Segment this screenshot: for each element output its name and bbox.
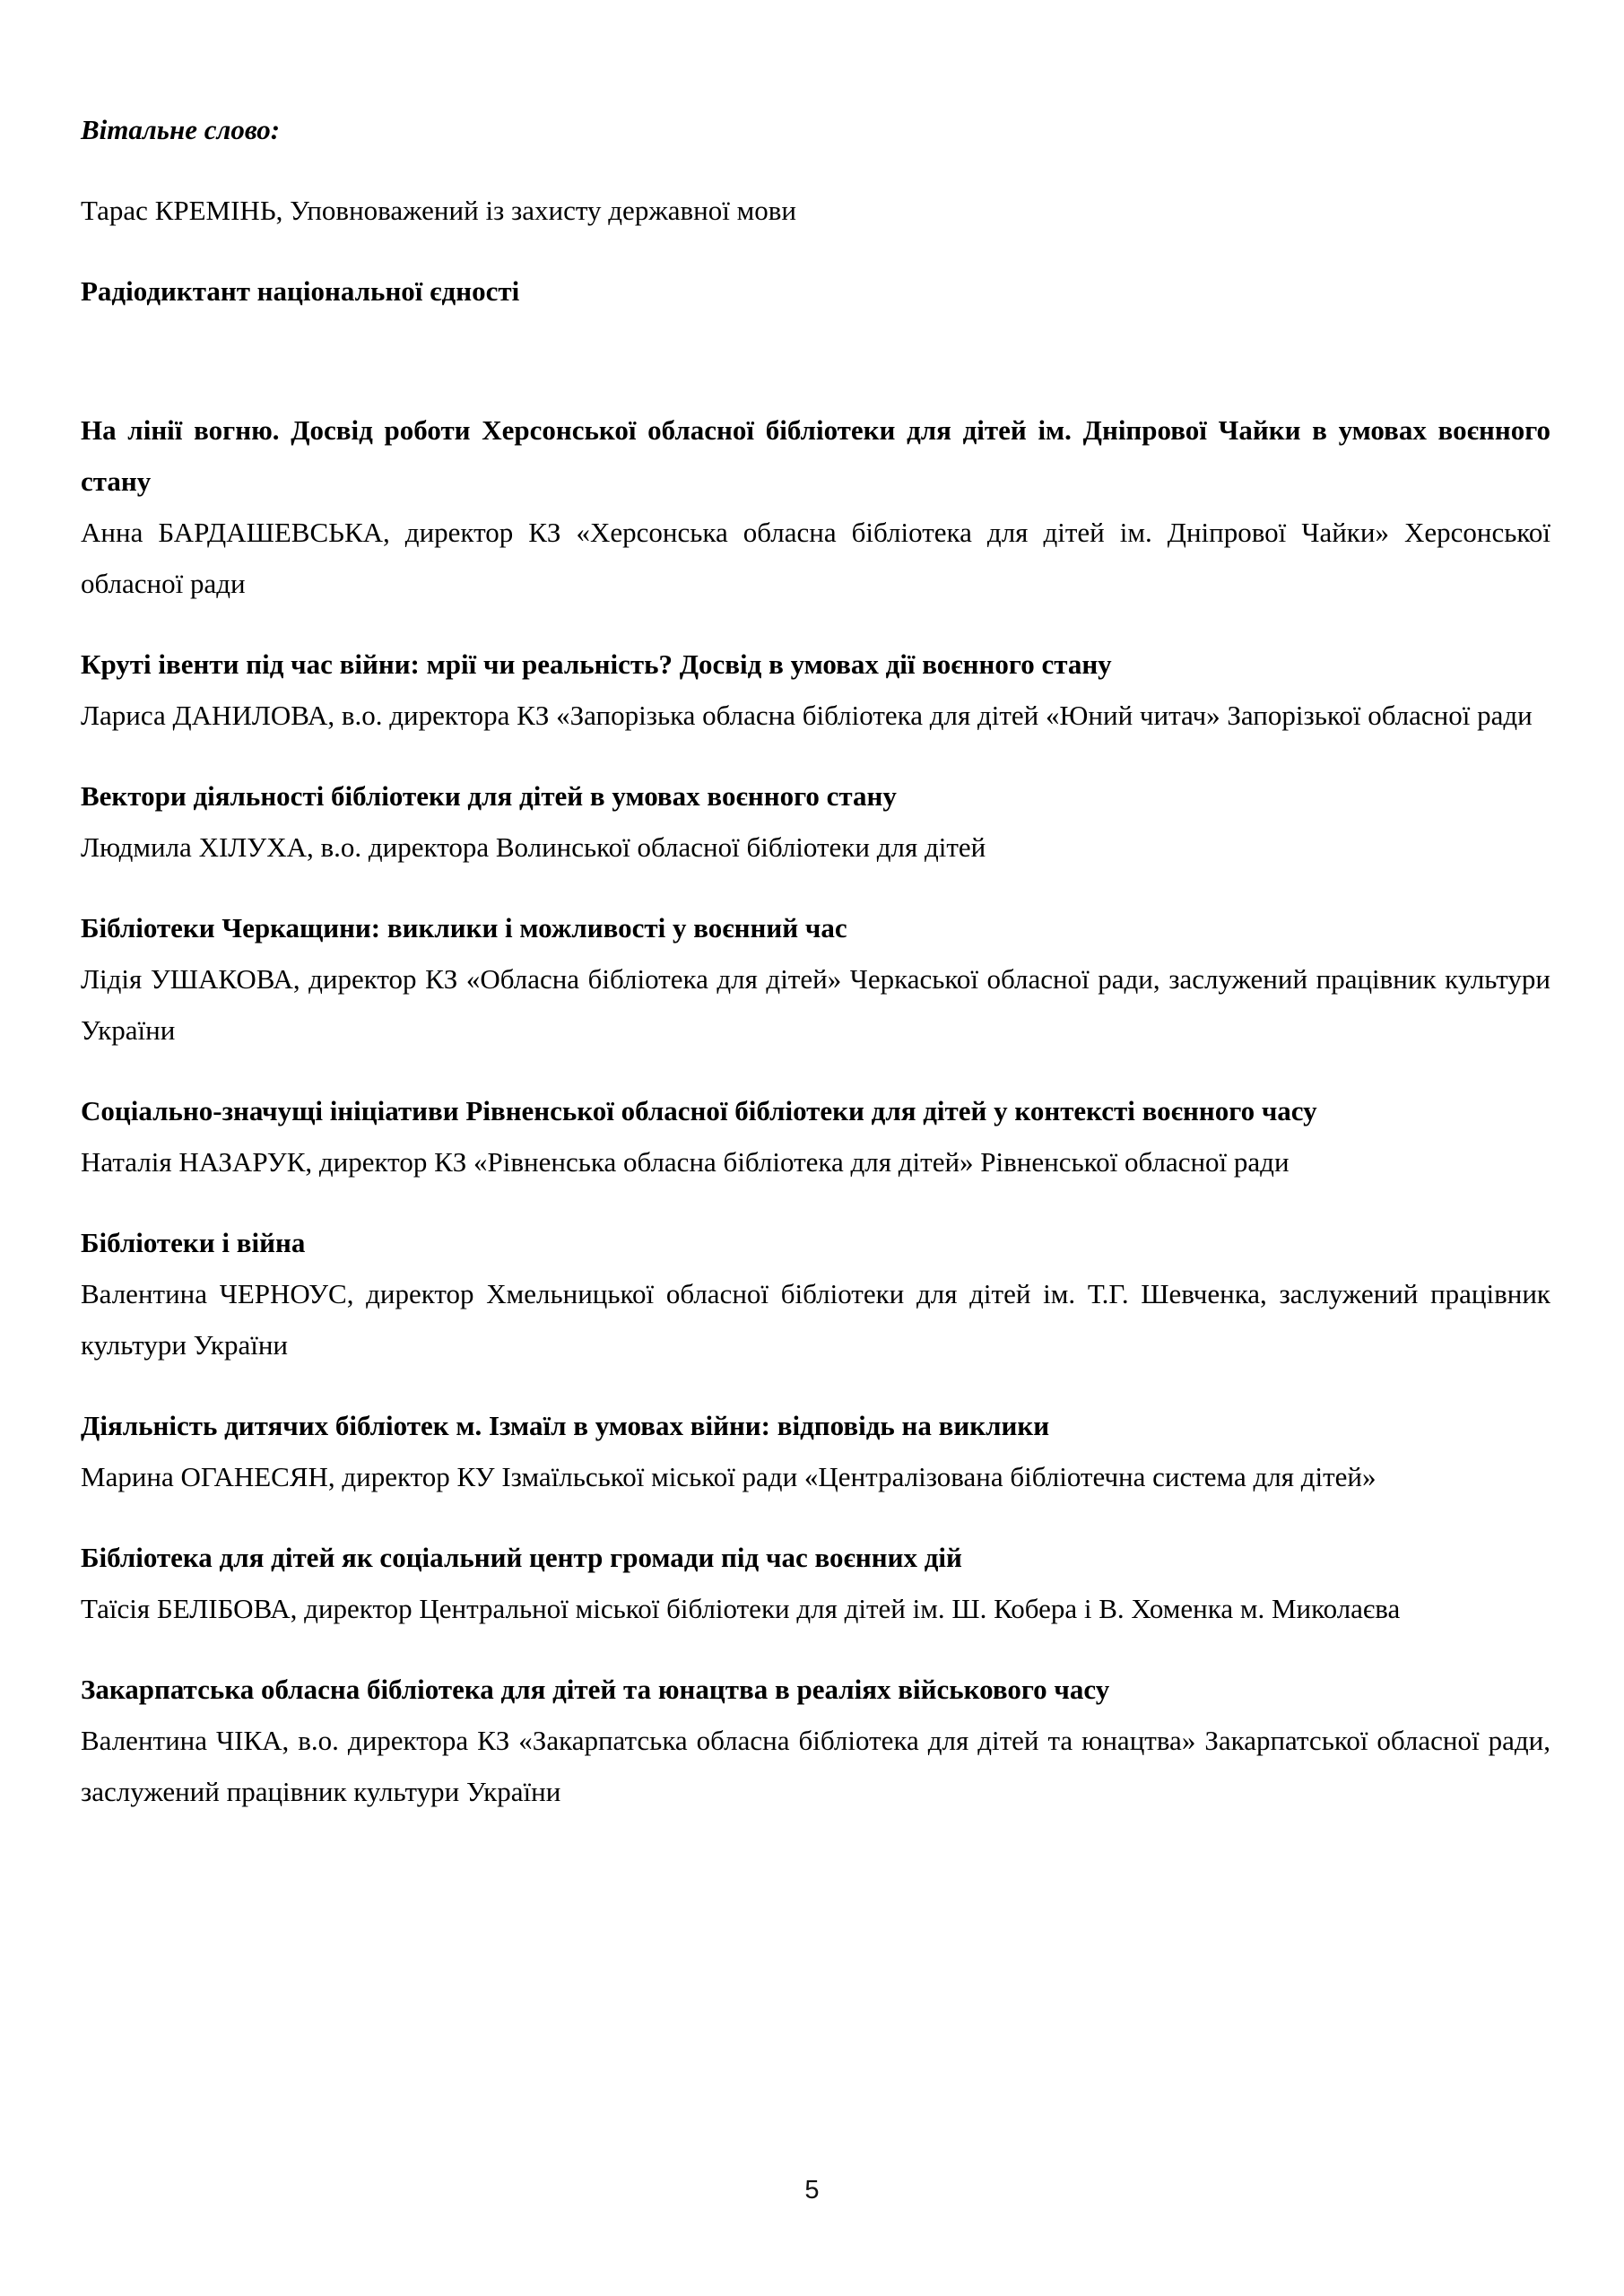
session-list <box>81 404 1550 1817</box>
session-title: Діяльність дитячих бібліотек м. Ізмаїл в умовах війни: відповідь на виклики <box>81 1410 1050 1441</box>
session-title: Круті івенти під час війни: мрії чи реальність? Досвід в умовах дії воєнного стану <box>81 648 1112 680</box>
session-speaker: Анна БАРДАШЕВСЬКА, директор КЗ «Херсонська обласна бібліотека для дітей ім. Дніпрової Чайки» Херсонської обласної ради <box>81 517 1550 599</box>
session-item <box>81 1532 1550 1634</box>
session-title: Бібліотека для дітей як соціальний центр громади під час воєнних дій <box>81 1542 962 1573</box>
session-item <box>81 770 1550 873</box>
session-title: Бібліотеки і війна <box>81 1227 306 1258</box>
session-title: Бібліотеки Черкащини: виклики і можливості у воєнний час <box>81 912 847 944</box>
session-speaker: Лариса ДАНИЛОВА, в.о. директора КЗ «Запорізька обласна бібліотека для дітей «Юний читач» Запорізької обласної ради <box>81 700 1533 731</box>
session-title: Вектори діяльності бібліотеки для дітей в умовах воєнного стану <box>81 780 897 812</box>
session-speaker: Валентина ЧІКА, в.о. директора КЗ «Закарпатська обласна бібліотека для дітей та юнацтва» Закарпатської обласної ради, заслужений працівник культури України <box>81 1725 1550 1807</box>
session-item <box>81 1085 1550 1187</box>
session-title: Соціально-значущі ініціативи Рівненської обласної бібліотеки для дітей у контексті воєнного часу <box>81 1095 1317 1126</box>
session-title: Закарпатська обласна бібліотека для дітей та юнацтва в реаліях військового часу <box>81 1674 1110 1705</box>
session-item <box>81 1664 1550 1817</box>
session-item <box>81 1400 1550 1502</box>
session-item <box>81 639 1550 741</box>
session-speaker: Людмила ХІЛУХА, в.о. директора Волинської обласної бібліотеки для дітей <box>81 831 986 863</box>
session-speaker: Таїсія БЕЛІБОВА, директор Центральної міської бібліотеки для дітей ім. Ш. Кобера і В. Хоменка м. Миколаєва <box>81 1593 1401 1624</box>
session-item <box>81 1217 1550 1370</box>
session-speaker: Валентина ЧЕРНОУС, директор Хмельницької обласної бібліотеки для дітей ім. Т.Г. Шевченка, заслужений працівник культури України <box>81 1278 1550 1361</box>
welcome-speaker: Тарас КРЕМІНЬ, Уповноважений із захисту державної мови <box>81 195 796 226</box>
session-speaker: Марина ОГАНЕСЯН, директор КУ Ізмаїльської міської ради «Централізована бібліотечна система для дітей» <box>81 1461 1376 1492</box>
session-item <box>81 404 1550 609</box>
session-item <box>81 902 1550 1056</box>
page-number: 5 <box>804 2176 820 2205</box>
session-speaker: Лідія УШАКОВА, директор КЗ «Обласна бібліотека для дітей» Черкаської обласної ради, заслужений працівник культури України <box>81 963 1550 1046</box>
session-title: На лінії вогню. Досвід роботи Херсонської обласної бібліотеки для дітей ім. Дніпрової Чайки в умовах воєнного стану <box>81 414 1550 497</box>
radio-dictation-title: Радіодиктант національної єдності <box>81 275 520 307</box>
session-speaker: Наталія НАЗАРУК, директор КЗ «Рівненська обласна бібліотека для дітей» Рівненської обласної ради <box>81 1146 1290 1178</box>
welcome-heading: Вітальне слово: <box>81 114 281 145</box>
